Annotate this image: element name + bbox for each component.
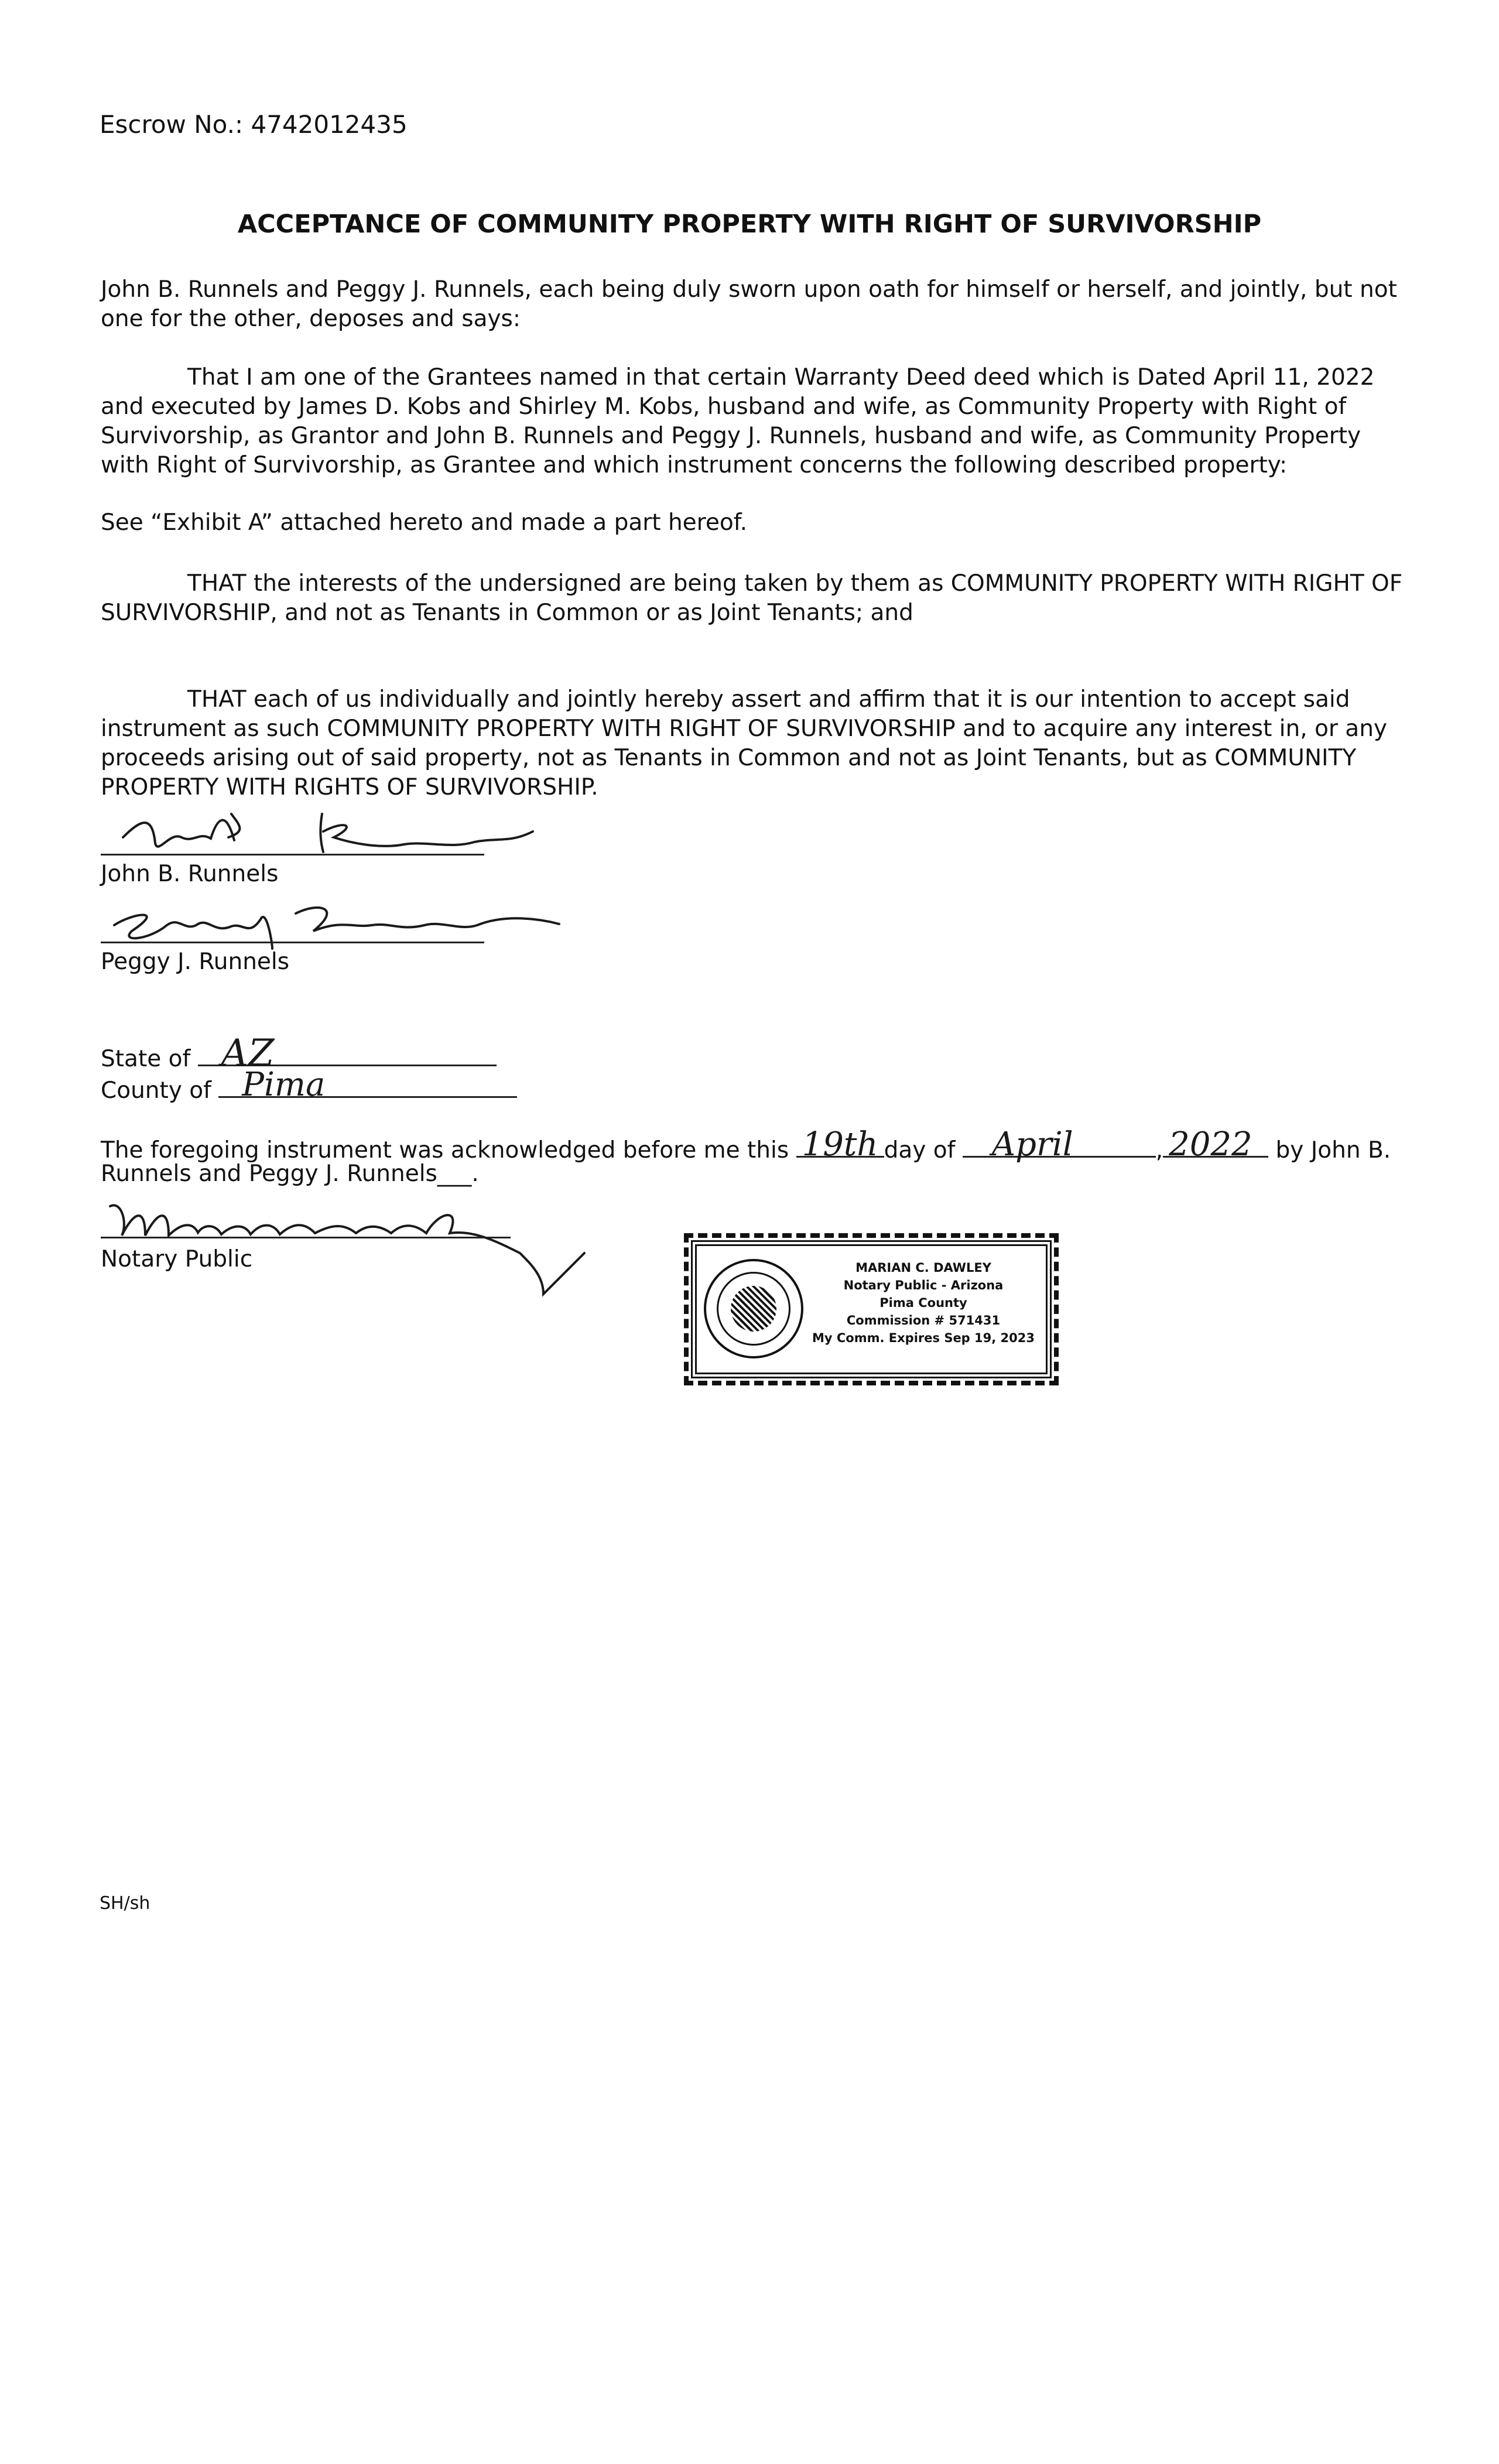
stamp-expiration: My Comm. Expires Sep 19, 2023 — [812, 1331, 1035, 1345]
john-signature-line — [101, 854, 484, 855]
seal-emblem — [731, 1286, 776, 1332]
ack-line-2: Runnels and Peggy J. Runnels___. — [101, 1161, 479, 1187]
grantee-paragraph: That I am one of the Grantees named in that certain Warranty Deed deed which is Dated April 11, 2022 and executed by James D. Kobs and Shirley M. Kobs, husband and wife, as Community Property with Right of Survivorship, as Grantor and John B. Runnels and Peggy J. Runnels, husband and wife, as Community Property with Right of Survivorship, as Grantee and which instrument concerns the following described property: — [101, 364, 1375, 478]
county-value: Pima — [242, 1066, 326, 1104]
ack-month: April — [991, 1125, 1073, 1163]
affidavit-intro-paragraph: John B. Runnels and Peggy J. Runnels, each being duly sworn upon oath for himself or herself, and jointly, but not one for the other, deposes and says: — [101, 276, 1397, 332]
ack-day-field — [796, 1125, 884, 1163]
stamp-county: Pima County — [879, 1296, 967, 1310]
john-signature-image — [100, 796, 545, 861]
stamp-commission: Commission # 571431 — [846, 1313, 1001, 1327]
ack-year-field — [1163, 1125, 1268, 1163]
county-field — [218, 1066, 517, 1104]
ack-prefix: The foregoing instrument was acknowledged before me this — [101, 1137, 789, 1163]
peggy-signer-name: Peggy J. Runnels — [101, 949, 290, 975]
stamp-notary-name: MARIAN C. DAWLEY — [855, 1261, 991, 1275]
ack-suffix: by John B. — [1275, 1137, 1391, 1163]
state-field — [198, 1032, 497, 1075]
peggy-signature-image — [97, 890, 565, 954]
state-label: State of — [101, 1046, 191, 1072]
county-label: County of — [101, 1077, 211, 1104]
exhibit-reference: See “Exhibit A” attached hereto and made a part hereof. — [101, 509, 747, 536]
document-title: ACCEPTANCE OF COMMUNITY PROPERTY WITH RIGHT OF SURVIVORSHIP — [237, 210, 1262, 239]
peggy-signature-line — [101, 942, 484, 943]
escrow-number: Escrow No.: 4742012435 — [100, 110, 408, 139]
ack-day-label: day of — [884, 1137, 956, 1163]
john-signer-name: John B. Runnels — [101, 861, 279, 887]
stamp-text — [803, 1259, 1043, 1347]
interest-paragraph: THAT the interests of the undersigned are being taken by them as COMMUNITY PROPERTY WITH RIGHT OF SURVIVORSHIP, and not as Tenants in Common or as Joint Tenants; and — [101, 570, 1403, 626]
stamp-title: Notary Public - Arizona — [843, 1278, 1004, 1292]
acknowledgment-row: The foregoing instrument was acknowledged before me this 19th day of April , 2022 by John B. — [101, 1125, 1391, 1163]
county-row — [101, 1066, 517, 1106]
ack-day: 19th — [802, 1125, 878, 1163]
ack-month-field — [963, 1125, 1156, 1163]
affirmation-paragraph: THAT each of us individually and jointly hereby assert and affirm that it is our intention to accept said instrument as such COMMUNITY PROPERTY WITH RIGHT OF SURVIVORSHIP and to acquire any interest in, or any proceeds arising out of said property, not as Tenants in Common and not as Joint Tenants, but as COMMUNITY PROPERTY WITH RIGHTS OF SURVIVORSHIP. — [101, 686, 1388, 800]
notary-signature-line — [101, 1237, 511, 1238]
preparer-initials: SH/sh — [100, 1893, 150, 1914]
ack-year: 2022 — [1169, 1125, 1252, 1163]
notary-public-label: Notary Public — [101, 1246, 253, 1272]
state-value: AZ — [221, 1032, 275, 1075]
arizona-seal-icon — [704, 1259, 803, 1358]
